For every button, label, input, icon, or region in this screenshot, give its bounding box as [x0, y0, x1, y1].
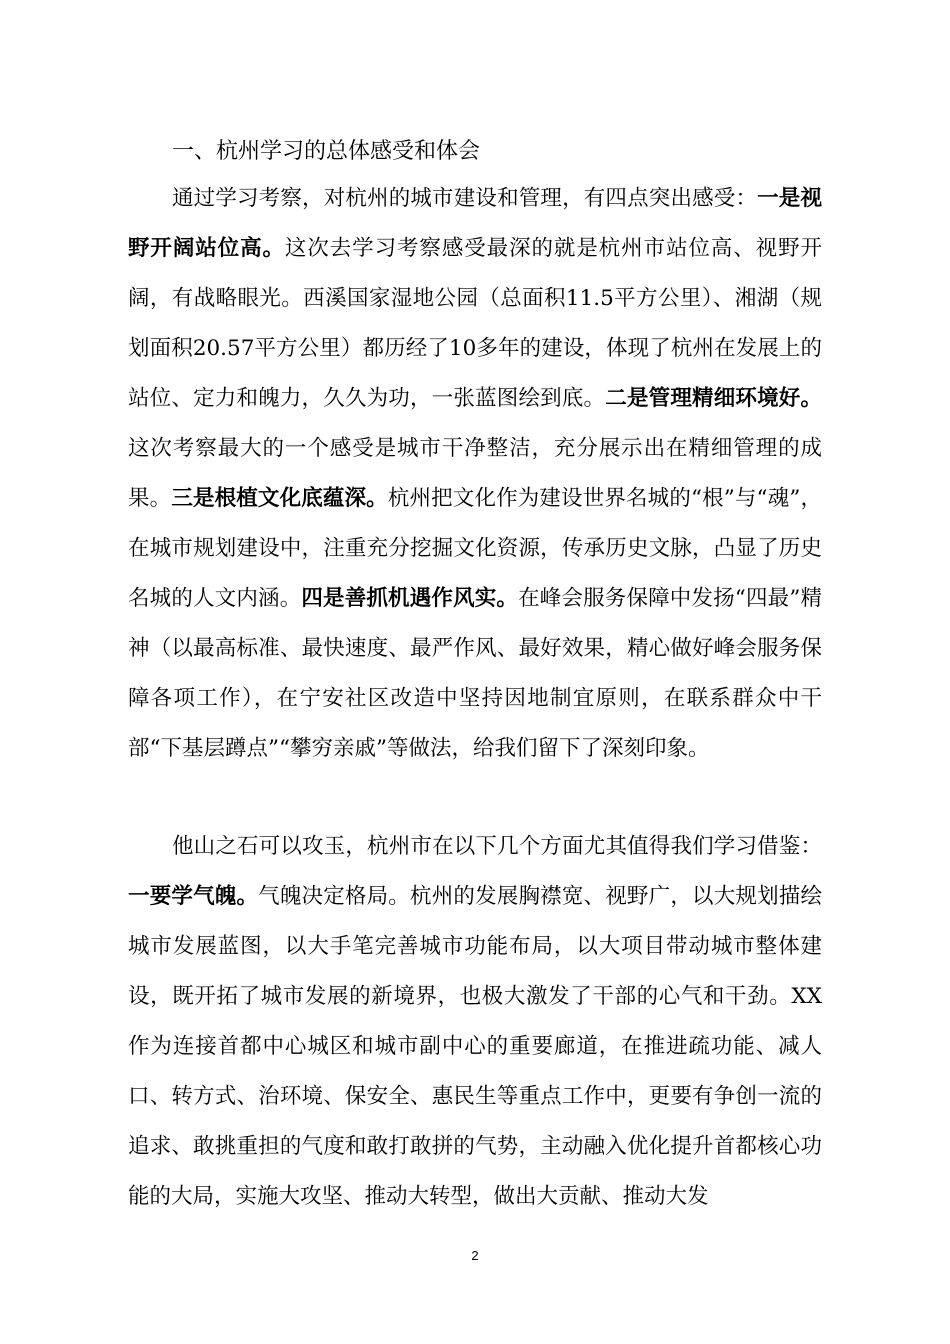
bold-point-two: 二是管理精细环境好。: [605, 386, 822, 411]
section-heading: 一、杭州学习的总体感受和体会: [172, 139, 481, 164]
paragraph-text: 在峰会服务保障中发扬“四最”精神（以最高标准、最快速度、最严作风、最好效果，精心做好峰会服务保障各项工作），在宁安社区改造中坚持因地制宜原则，在联系群众中干部“下基层蹲点”“攀穷亲戚”等做法，给我们留下了深刻印象。: [128, 586, 822, 761]
bold-point-three: 三是根植文化底蕴深。: [171, 486, 388, 511]
paragraph-text: 这次去学习考察感受最深的就是杭州市站位高、视野开阔，有战略眼光。西溪国家湿地公园（总面积11.5平方公里）、湘湖（规划面积20.57平方公里）都历经了10多年的建设，体现了杭州在发展上的站位、定力和魄力，久久为功，一张蓝图绘到底。: [128, 236, 822, 411]
paragraph-text: 杭州把文化作为建设世界名城的“根”与“魂”，在城市规划建设中，注重充分挖掘文化资源，传承历史文脉，凸显了历史名城的人文内涵。: [128, 486, 822, 611]
paragraph-hangzhou-impressions: [128, 174, 822, 774]
page-number: 2: [471, 1248, 479, 1263]
paragraph-text: 气魄决定格局。杭州的发展胸襟宽、视野广，以大规划描绘城市发展蓝图，以大手笔完善城市功能布局，以大项目带动城市整体建设，既开拓了城市发展的新境界，也极大激发了干部的心气和干劲。XX作为连接首都中心城区和城市副中心的重要廊道，在推进疏功能、减人口、转方式、治环境、保安全、惠民生等重点工作中，更要有争创一流的追求、敢挑重担的气度和敢打敢拼的气势，主动融入优化提升首都核心功能的大局，实施大攻坚、推动大转型，做出大贡献、推动大发: [128, 884, 822, 1209]
bold-point-one: 一是视野开阔站位高。: [128, 186, 822, 261]
bold-lesson-one: 一要学气魄。: [128, 884, 259, 909]
bold-point-four: 四是善抓机遇作风实。: [301, 586, 519, 611]
paragraph-text: 通过学习考察，对杭州的城市建设和管理，有四点突出感受：: [172, 186, 758, 211]
paragraph-text: 这次考察最大的一个感受是城市干净整洁，充分展示出在精细管理的成果。: [128, 436, 822, 511]
paragraph-lessons: [128, 822, 822, 1222]
paragraph-text: 他山之石可以攻玉，杭州市在以下几个方面尤其值得我们学习借鉴：: [172, 834, 822, 859]
